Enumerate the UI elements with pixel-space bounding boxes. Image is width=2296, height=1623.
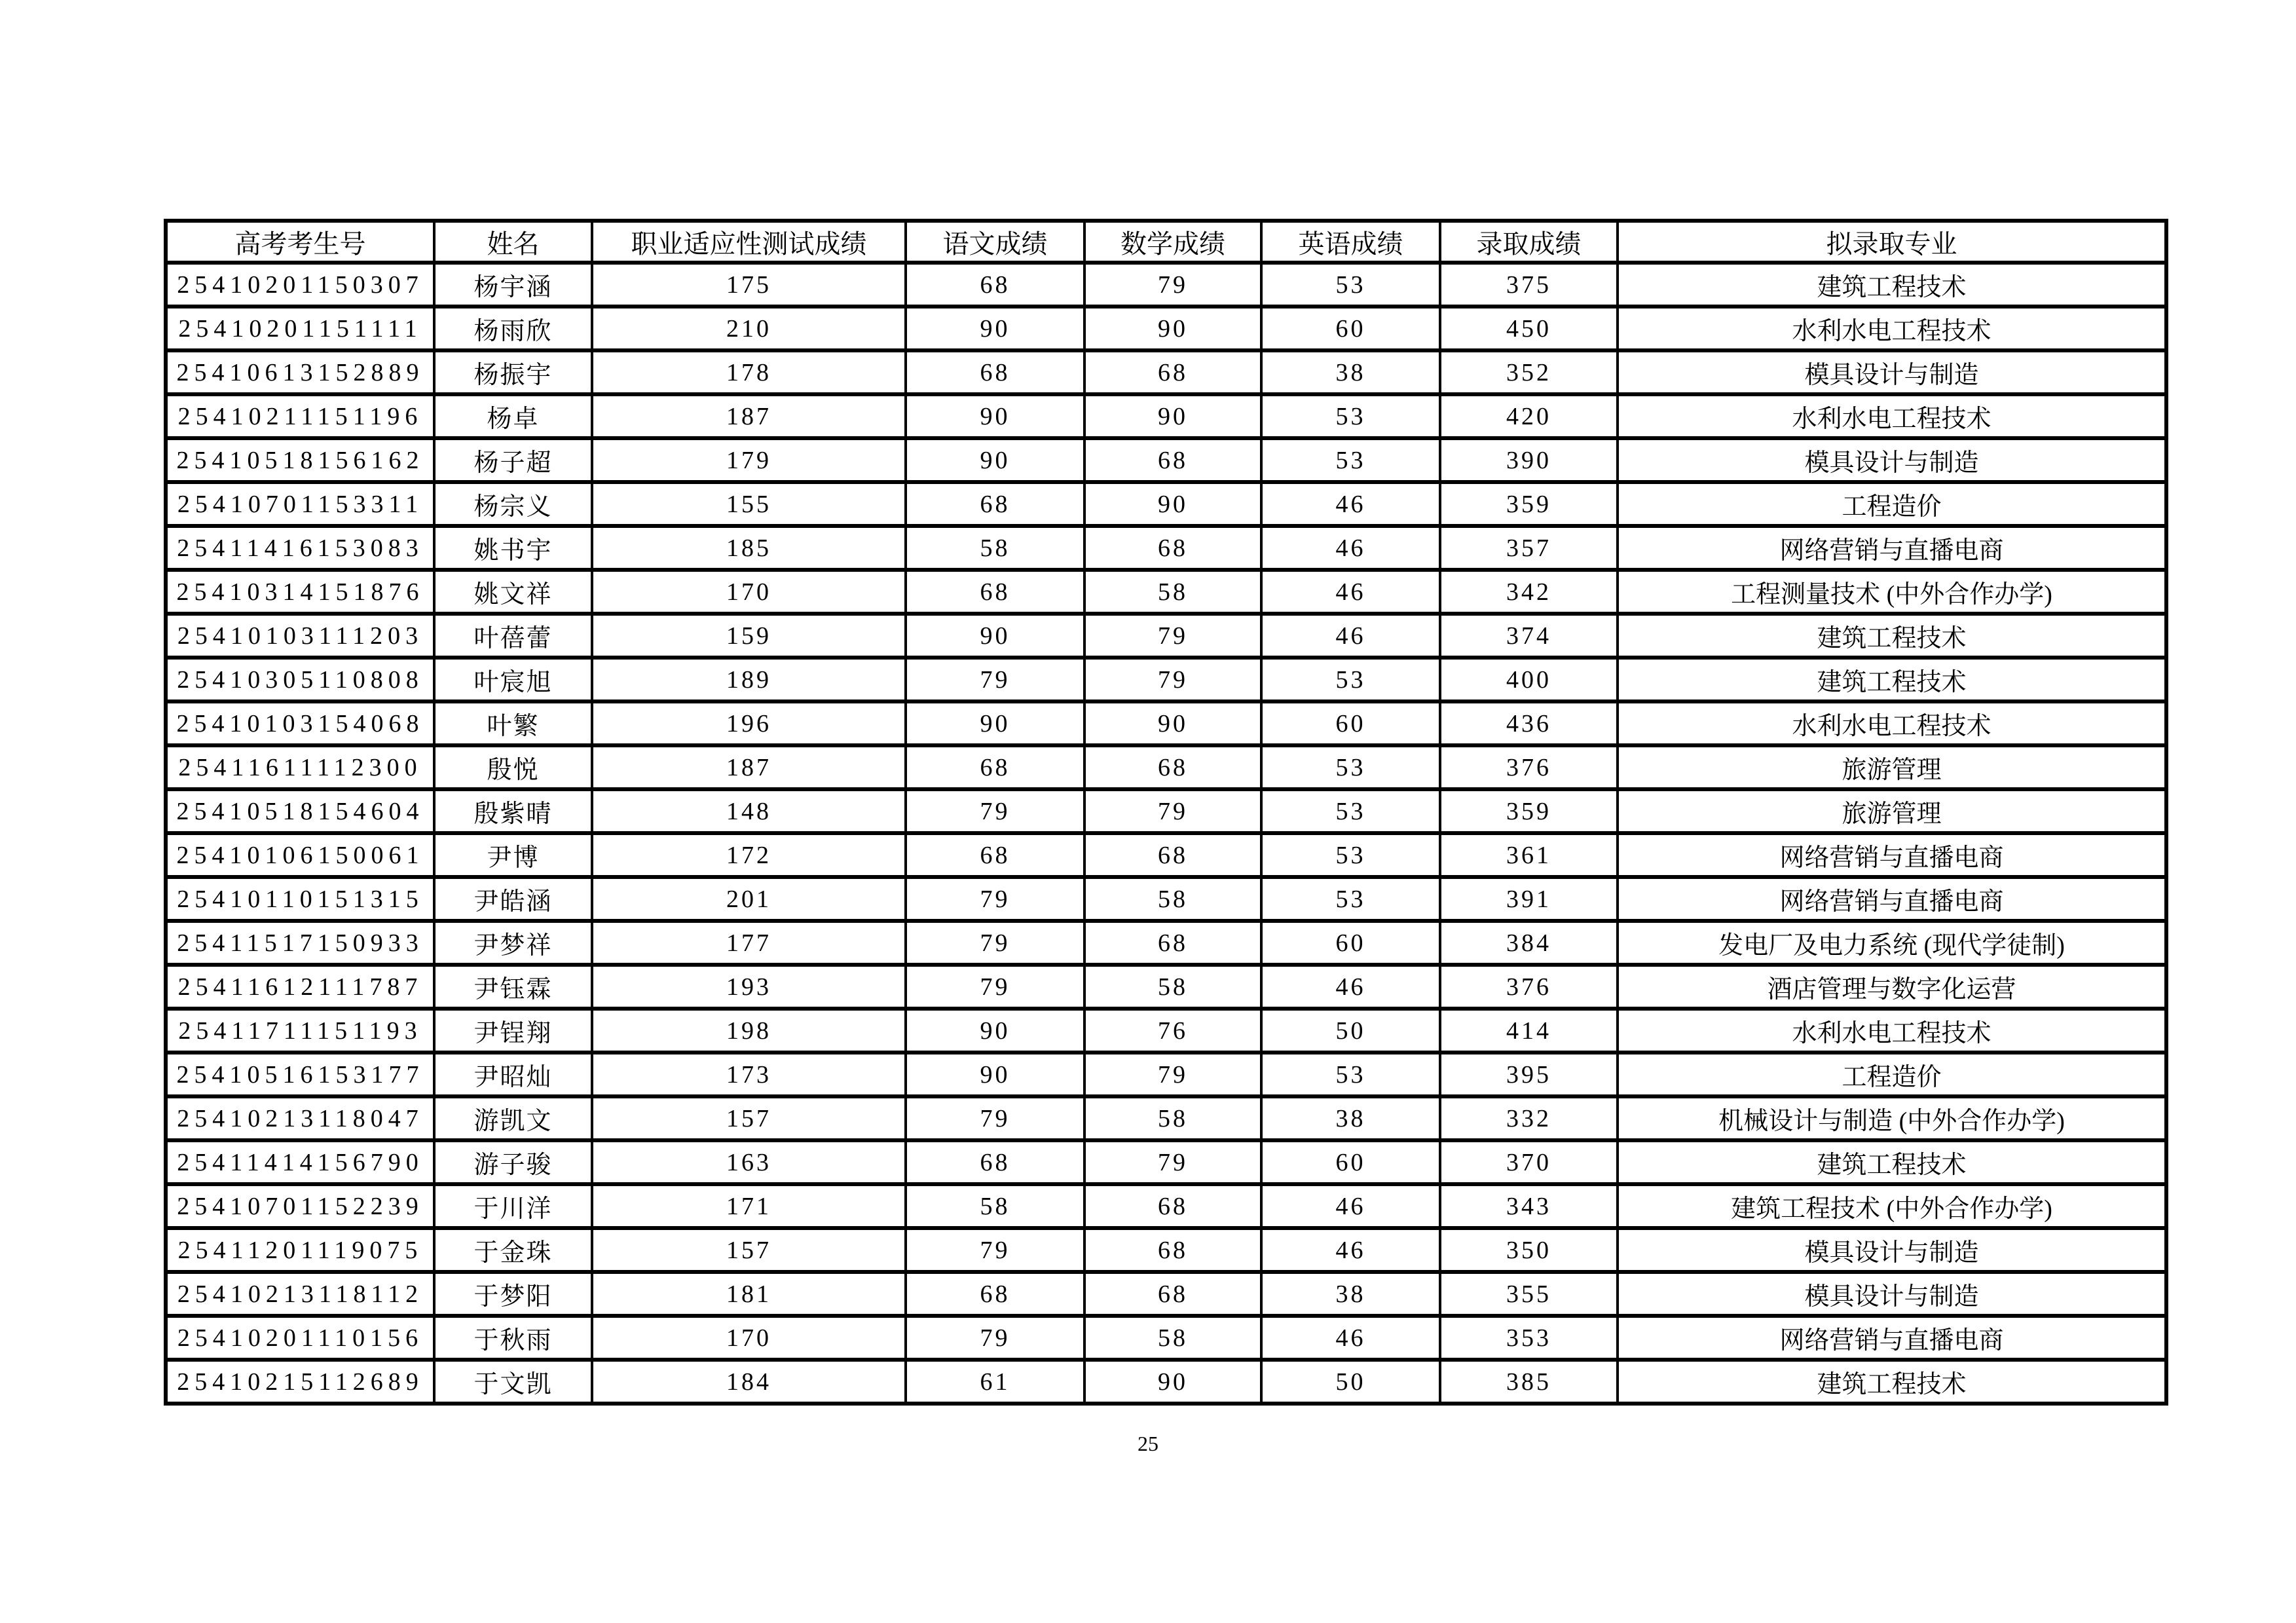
cell-student-name: 姚书宇 bbox=[434, 526, 592, 570]
table-header-row bbox=[166, 221, 2166, 263]
cell-chinese-score: 79 bbox=[906, 921, 1084, 965]
cell-major: 发电厂及电力系统 (现代学徒制) bbox=[1618, 921, 2166, 965]
cell-math-score: 79 bbox=[1084, 263, 1261, 307]
table-row bbox=[166, 614, 2166, 658]
cell-english-score: 46 bbox=[1261, 1184, 1440, 1228]
cell-english-score: 53 bbox=[1261, 745, 1440, 789]
cell-math-score: 68 bbox=[1084, 745, 1261, 789]
cell-student-name: 姚文祥 bbox=[434, 570, 592, 614]
cell-english-score: 53 bbox=[1261, 877, 1440, 921]
cell-math-score: 90 bbox=[1084, 307, 1261, 350]
cell-english-score: 60 bbox=[1261, 307, 1440, 350]
cell-aptitude-score: 148 bbox=[592, 789, 906, 833]
cell-chinese-score: 68 bbox=[906, 833, 1084, 877]
cell-admission-score: 400 bbox=[1440, 658, 1618, 701]
cell-admission-score: 332 bbox=[1440, 1096, 1618, 1140]
cell-english-score: 38 bbox=[1261, 1272, 1440, 1316]
cell-exam-id: 25411711151193 bbox=[166, 1009, 434, 1053]
cell-english-score: 46 bbox=[1261, 1316, 1440, 1360]
cell-major: 工程造价 bbox=[1618, 1053, 2166, 1096]
cell-math-score: 68 bbox=[1084, 921, 1261, 965]
cell-aptitude-score: 163 bbox=[592, 1140, 906, 1184]
cell-chinese-score: 68 bbox=[906, 350, 1084, 394]
cell-english-score: 53 bbox=[1261, 789, 1440, 833]
cell-aptitude-score: 171 bbox=[592, 1184, 906, 1228]
cell-student-name: 杨子超 bbox=[434, 438, 592, 482]
cell-aptitude-score: 185 bbox=[592, 526, 906, 570]
cell-exam-id: 25411201119075 bbox=[166, 1228, 434, 1272]
cell-exam-id: 25411416153083 bbox=[166, 526, 434, 570]
cell-major: 网络营销与直播电商 bbox=[1618, 1316, 2166, 1360]
cell-major: 建筑工程技术 (中外合作办学) bbox=[1618, 1184, 2166, 1228]
cell-chinese-score: 90 bbox=[906, 1053, 1084, 1096]
cell-exam-id: 25411612111787 bbox=[166, 965, 434, 1009]
cell-english-score: 46 bbox=[1261, 614, 1440, 658]
cell-exam-id: 25410110151315 bbox=[166, 877, 434, 921]
cell-admission-score: 375 bbox=[1440, 263, 1618, 307]
cell-admission-score: 370 bbox=[1440, 1140, 1618, 1184]
cell-aptitude-score: 173 bbox=[592, 1053, 906, 1096]
cell-exam-id: 25410103111203 bbox=[166, 614, 434, 658]
cell-english-score: 53 bbox=[1261, 438, 1440, 482]
cell-student-name: 杨卓 bbox=[434, 394, 592, 438]
cell-chinese-score: 90 bbox=[906, 614, 1084, 658]
cell-aptitude-score: 177 bbox=[592, 921, 906, 965]
cell-student-name: 于秋雨 bbox=[434, 1316, 592, 1360]
cell-aptitude-score: 187 bbox=[592, 394, 906, 438]
cell-student-name: 于梦阳 bbox=[434, 1272, 592, 1316]
cell-student-name: 杨宇涵 bbox=[434, 263, 592, 307]
cell-chinese-score: 58 bbox=[906, 526, 1084, 570]
cell-admission-score: 361 bbox=[1440, 833, 1618, 877]
cell-student-name: 殷悦 bbox=[434, 745, 592, 789]
cell-student-name: 尹梦祥 bbox=[434, 921, 592, 965]
table-row bbox=[166, 789, 2166, 833]
cell-aptitude-score: 187 bbox=[592, 745, 906, 789]
cell-chinese-score: 61 bbox=[906, 1360, 1084, 1404]
table-row bbox=[166, 1009, 2166, 1053]
cell-major: 水利水电工程技术 bbox=[1618, 1009, 2166, 1053]
cell-aptitude-score: 157 bbox=[592, 1228, 906, 1272]
cell-math-score: 68 bbox=[1084, 1272, 1261, 1316]
cell-math-score: 79 bbox=[1084, 658, 1261, 701]
cell-math-score: 90 bbox=[1084, 1360, 1261, 1404]
cell-chinese-score: 90 bbox=[906, 438, 1084, 482]
cell-exam-id: 25410701153311 bbox=[166, 482, 434, 526]
table-row bbox=[166, 1053, 2166, 1096]
cell-math-score: 68 bbox=[1084, 526, 1261, 570]
cell-aptitude-score: 157 bbox=[592, 1096, 906, 1140]
cell-admission-score: 385 bbox=[1440, 1360, 1618, 1404]
cell-math-score: 58 bbox=[1084, 877, 1261, 921]
admission-results-table bbox=[164, 219, 2168, 1406]
header-math-score: 数学成绩 bbox=[1084, 221, 1261, 263]
cell-admission-score: 376 bbox=[1440, 965, 1618, 1009]
cell-english-score: 50 bbox=[1261, 1009, 1440, 1053]
cell-student-name: 叶蓓蕾 bbox=[434, 614, 592, 658]
table-row bbox=[166, 833, 2166, 877]
cell-student-name: 尹锃翔 bbox=[434, 1009, 592, 1053]
cell-major: 网络营销与直播电商 bbox=[1618, 833, 2166, 877]
table-row bbox=[166, 438, 2166, 482]
cell-major: 水利水电工程技术 bbox=[1618, 701, 2166, 745]
cell-chinese-score: 90 bbox=[906, 307, 1084, 350]
cell-exam-id: 25411517150933 bbox=[166, 921, 434, 965]
cell-math-score: 68 bbox=[1084, 438, 1261, 482]
cell-exam-id: 25410103154068 bbox=[166, 701, 434, 745]
cell-chinese-score: 79 bbox=[906, 658, 1084, 701]
header-major: 拟录取专业 bbox=[1618, 221, 2166, 263]
cell-aptitude-score: 155 bbox=[592, 482, 906, 526]
cell-exam-id: 25410201151111 bbox=[166, 307, 434, 350]
table-row bbox=[166, 1316, 2166, 1360]
cell-chinese-score: 79 bbox=[906, 877, 1084, 921]
cell-english-score: 46 bbox=[1261, 482, 1440, 526]
cell-student-name: 叶宸旭 bbox=[434, 658, 592, 701]
cell-aptitude-score: 201 bbox=[592, 877, 906, 921]
cell-major: 水利水电工程技术 bbox=[1618, 394, 2166, 438]
cell-exam-id: 25410201150307 bbox=[166, 263, 434, 307]
cell-student-name: 殷紫晴 bbox=[434, 789, 592, 833]
cell-student-name: 于金珠 bbox=[434, 1228, 592, 1272]
cell-admission-score: 359 bbox=[1440, 482, 1618, 526]
cell-admission-score: 342 bbox=[1440, 570, 1618, 614]
cell-exam-id: 25410211151196 bbox=[166, 394, 434, 438]
header-admission-score: 录取成绩 bbox=[1440, 221, 1618, 263]
table-row bbox=[166, 1228, 2166, 1272]
header-name: 姓名 bbox=[434, 221, 592, 263]
cell-major: 模具设计与制造 bbox=[1618, 350, 2166, 394]
cell-admission-score: 450 bbox=[1440, 307, 1618, 350]
table-row bbox=[166, 1272, 2166, 1316]
cell-major: 建筑工程技术 bbox=[1618, 614, 2166, 658]
cell-math-score: 90 bbox=[1084, 394, 1261, 438]
cell-aptitude-score: 189 bbox=[592, 658, 906, 701]
table-row bbox=[166, 526, 2166, 570]
cell-exam-id: 25410518156162 bbox=[166, 438, 434, 482]
cell-exam-id: 25411611112300 bbox=[166, 745, 434, 789]
cell-chinese-score: 90 bbox=[906, 394, 1084, 438]
table-row bbox=[166, 1096, 2166, 1140]
cell-student-name: 游凯文 bbox=[434, 1096, 592, 1140]
cell-english-score: 53 bbox=[1261, 658, 1440, 701]
cell-exam-id: 25410518154604 bbox=[166, 789, 434, 833]
cell-math-score: 68 bbox=[1084, 1184, 1261, 1228]
cell-major: 旅游管理 bbox=[1618, 789, 2166, 833]
cell-student-name: 尹钰霖 bbox=[434, 965, 592, 1009]
cell-chinese-score: 58 bbox=[906, 1184, 1084, 1228]
cell-chinese-score: 68 bbox=[906, 263, 1084, 307]
table-row bbox=[166, 307, 2166, 350]
cell-major: 机械设计与制造 (中外合作办学) bbox=[1618, 1096, 2166, 1140]
cell-major: 模具设计与制造 bbox=[1618, 1228, 2166, 1272]
cell-aptitude-score: 170 bbox=[592, 570, 906, 614]
cell-math-score: 79 bbox=[1084, 1140, 1261, 1184]
cell-english-score: 38 bbox=[1261, 1096, 1440, 1140]
cell-exam-id: 25411414156790 bbox=[166, 1140, 434, 1184]
header-english-score: 英语成绩 bbox=[1261, 221, 1440, 263]
cell-math-score: 79 bbox=[1084, 789, 1261, 833]
cell-student-name: 杨雨欣 bbox=[434, 307, 592, 350]
cell-student-name: 杨宗义 bbox=[434, 482, 592, 526]
cell-chinese-score: 79 bbox=[906, 965, 1084, 1009]
table-row bbox=[166, 1184, 2166, 1228]
cell-english-score: 38 bbox=[1261, 350, 1440, 394]
cell-admission-score: 395 bbox=[1440, 1053, 1618, 1096]
cell-student-name: 于文凯 bbox=[434, 1360, 592, 1404]
cell-math-score: 58 bbox=[1084, 570, 1261, 614]
cell-aptitude-score: 198 bbox=[592, 1009, 906, 1053]
cell-major: 工程测量技术 (中外合作办学) bbox=[1618, 570, 2166, 614]
cell-major: 水利水电工程技术 bbox=[1618, 307, 2166, 350]
cell-exam-id: 25410314151876 bbox=[166, 570, 434, 614]
cell-admission-score: 352 bbox=[1440, 350, 1618, 394]
cell-admission-score: 359 bbox=[1440, 789, 1618, 833]
cell-math-score: 68 bbox=[1084, 1228, 1261, 1272]
cell-aptitude-score: 184 bbox=[592, 1360, 906, 1404]
table-row bbox=[166, 658, 2166, 701]
cell-major: 酒店管理与数字化运营 bbox=[1618, 965, 2166, 1009]
cell-aptitude-score: 159 bbox=[592, 614, 906, 658]
cell-major: 网络营销与直播电商 bbox=[1618, 526, 2166, 570]
cell-english-score: 53 bbox=[1261, 263, 1440, 307]
cell-exam-id: 25410213118047 bbox=[166, 1096, 434, 1140]
cell-english-score: 50 bbox=[1261, 1360, 1440, 1404]
cell-major: 模具设计与制造 bbox=[1618, 1272, 2166, 1316]
cell-exam-id: 25410215112689 bbox=[166, 1360, 434, 1404]
cell-chinese-score: 79 bbox=[906, 1096, 1084, 1140]
cell-chinese-score: 79 bbox=[906, 1228, 1084, 1272]
cell-admission-score: 376 bbox=[1440, 745, 1618, 789]
cell-math-score: 68 bbox=[1084, 350, 1261, 394]
cell-english-score: 53 bbox=[1261, 1053, 1440, 1096]
cell-student-name: 叶繁 bbox=[434, 701, 592, 745]
cell-admission-score: 357 bbox=[1440, 526, 1618, 570]
cell-chinese-score: 79 bbox=[906, 789, 1084, 833]
cell-student-name: 尹皓涵 bbox=[434, 877, 592, 921]
table-row bbox=[166, 482, 2166, 526]
cell-aptitude-score: 175 bbox=[592, 263, 906, 307]
cell-exam-id: 25410213118112 bbox=[166, 1272, 434, 1316]
cell-major: 建筑工程技术 bbox=[1618, 658, 2166, 701]
cell-aptitude-score: 179 bbox=[592, 438, 906, 482]
table-row bbox=[166, 701, 2166, 745]
cell-major: 工程造价 bbox=[1618, 482, 2166, 526]
cell-math-score: 90 bbox=[1084, 482, 1261, 526]
cell-student-name: 尹昭灿 bbox=[434, 1053, 592, 1096]
cell-english-score: 60 bbox=[1261, 701, 1440, 745]
cell-admission-score: 414 bbox=[1440, 1009, 1618, 1053]
cell-math-score: 79 bbox=[1084, 1053, 1261, 1096]
cell-chinese-score: 68 bbox=[906, 570, 1084, 614]
cell-admission-score: 355 bbox=[1440, 1272, 1618, 1316]
cell-chinese-score: 68 bbox=[906, 482, 1084, 526]
cell-student-name: 尹博 bbox=[434, 833, 592, 877]
cell-student-name: 游子骏 bbox=[434, 1140, 592, 1184]
cell-english-score: 53 bbox=[1261, 394, 1440, 438]
header-exam-id: 高考考生号 bbox=[166, 221, 434, 263]
cell-chinese-score: 79 bbox=[906, 1316, 1084, 1360]
header-aptitude-score: 职业适应性测试成绩 bbox=[592, 221, 906, 263]
cell-math-score: 76 bbox=[1084, 1009, 1261, 1053]
table-row bbox=[166, 1140, 2166, 1184]
cell-admission-score: 350 bbox=[1440, 1228, 1618, 1272]
cell-english-score: 46 bbox=[1261, 570, 1440, 614]
cell-student-name: 杨振宇 bbox=[434, 350, 592, 394]
cell-exam-id: 25410516153177 bbox=[166, 1053, 434, 1096]
cell-chinese-score: 90 bbox=[906, 1009, 1084, 1053]
cell-major: 建筑工程技术 bbox=[1618, 263, 2166, 307]
cell-english-score: 60 bbox=[1261, 1140, 1440, 1184]
cell-chinese-score: 68 bbox=[906, 1272, 1084, 1316]
cell-admission-score: 343 bbox=[1440, 1184, 1618, 1228]
cell-math-score: 90 bbox=[1084, 701, 1261, 745]
cell-english-score: 53 bbox=[1261, 833, 1440, 877]
table-row bbox=[166, 877, 2166, 921]
cell-aptitude-score: 210 bbox=[592, 307, 906, 350]
table-row bbox=[166, 1360, 2166, 1404]
cell-english-score: 46 bbox=[1261, 1228, 1440, 1272]
cell-math-score: 58 bbox=[1084, 1096, 1261, 1140]
cell-admission-score: 391 bbox=[1440, 877, 1618, 921]
cell-aptitude-score: 196 bbox=[592, 701, 906, 745]
cell-aptitude-score: 178 bbox=[592, 350, 906, 394]
cell-major: 建筑工程技术 bbox=[1618, 1140, 2166, 1184]
table-body bbox=[166, 263, 2166, 1404]
cell-exam-id: 25410106150061 bbox=[166, 833, 434, 877]
cell-math-score: 68 bbox=[1084, 833, 1261, 877]
table-row bbox=[166, 745, 2166, 789]
table-row bbox=[166, 350, 2166, 394]
cell-major: 旅游管理 bbox=[1618, 745, 2166, 789]
cell-exam-id: 25410613152889 bbox=[166, 350, 434, 394]
cell-chinese-score: 90 bbox=[906, 701, 1084, 745]
cell-major: 模具设计与制造 bbox=[1618, 438, 2166, 482]
cell-english-score: 60 bbox=[1261, 921, 1440, 965]
table-row bbox=[166, 263, 2166, 307]
cell-aptitude-score: 193 bbox=[592, 965, 906, 1009]
cell-exam-id: 25410201110156 bbox=[166, 1316, 434, 1360]
cell-english-score: 46 bbox=[1261, 526, 1440, 570]
cell-chinese-score: 68 bbox=[906, 1140, 1084, 1184]
cell-admission-score: 420 bbox=[1440, 394, 1618, 438]
cell-major: 建筑工程技术 bbox=[1618, 1360, 2166, 1404]
cell-aptitude-score: 172 bbox=[592, 833, 906, 877]
table-row bbox=[166, 965, 2166, 1009]
cell-aptitude-score: 170 bbox=[592, 1316, 906, 1360]
cell-admission-score: 390 bbox=[1440, 438, 1618, 482]
cell-aptitude-score: 181 bbox=[592, 1272, 906, 1316]
cell-math-score: 58 bbox=[1084, 965, 1261, 1009]
header-chinese-score: 语文成绩 bbox=[906, 221, 1084, 263]
cell-admission-score: 353 bbox=[1440, 1316, 1618, 1360]
cell-exam-id: 25410701152239 bbox=[166, 1184, 434, 1228]
table-row bbox=[166, 921, 2166, 965]
cell-admission-score: 384 bbox=[1440, 921, 1618, 965]
cell-student-name: 于川洋 bbox=[434, 1184, 592, 1228]
cell-admission-score: 436 bbox=[1440, 701, 1618, 745]
table-row bbox=[166, 394, 2166, 438]
cell-admission-score: 374 bbox=[1440, 614, 1618, 658]
table-row bbox=[166, 570, 2166, 614]
cell-chinese-score: 68 bbox=[906, 745, 1084, 789]
cell-math-score: 58 bbox=[1084, 1316, 1261, 1360]
cell-math-score: 79 bbox=[1084, 614, 1261, 658]
cell-english-score: 46 bbox=[1261, 965, 1440, 1009]
cell-exam-id: 25410305110808 bbox=[166, 658, 434, 701]
cell-major: 网络营销与直播电商 bbox=[1618, 877, 2166, 921]
page-number: 25 bbox=[1138, 1432, 1158, 1455]
